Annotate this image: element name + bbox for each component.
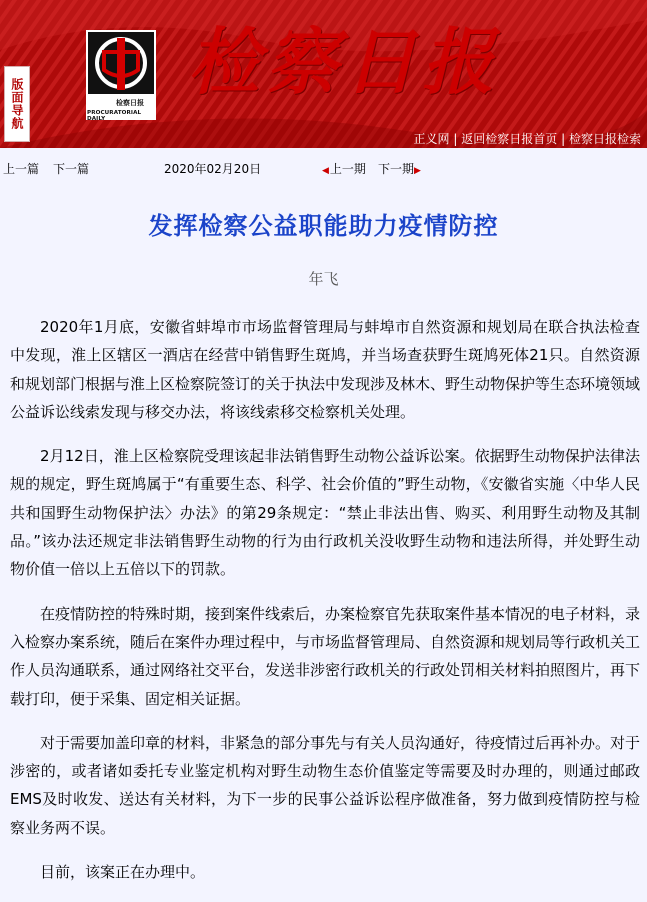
next-article-link[interactable]: 下一篇 xyxy=(53,162,90,176)
article-body xyxy=(10,313,640,902)
next-issue-link[interactable] xyxy=(378,160,422,177)
left-arrow-icon: ◀ xyxy=(322,166,329,176)
right-arrow-icon: ▶ xyxy=(414,166,421,176)
link-search[interactable]: 检察日报检索 xyxy=(568,132,641,146)
link-home[interactable]: 返回检察日报首页 xyxy=(461,132,558,146)
article-headline: 发挥检察公益职能助力疫情防控 xyxy=(148,212,499,240)
article-paragraph: 在疫情防控的特殊时期，接到案件线索后，办案检察官先获取案件基本情况的电子材料，录入检察办案系统，随后在案件办理过程中，与市场监督管理局、自然资源和规划局等行政机关工作人员沟通联系，通过网络社交平台，发送非涉密行政机关的行政处罚相关材料拍照图片，再下载打印，便于采集、固定相关证据。 xyxy=(10,604,641,708)
newspaper-title: 检察日报 xyxy=(188,19,501,104)
prev-article-link[interactable]: 上一篇 xyxy=(3,162,40,176)
link-zhengyi[interactable]: 正义网 xyxy=(413,132,450,146)
issue-date: 2020年02月20日 xyxy=(164,162,262,176)
layout-nav-tab[interactable] xyxy=(4,66,30,142)
logo-caption: 检察日报 xyxy=(116,99,144,107)
layout-nav-label: 版面导航 xyxy=(10,78,24,130)
link-separator: | xyxy=(561,132,566,146)
masthead xyxy=(0,0,647,148)
article-paragraph: 目前，该案正在办理中。 xyxy=(40,863,206,882)
article-paragraph: 对于需要加盖印章的材料，非紧急的部分事先与有关人员沟通好，待疫情过后再补办。对于涉密的，或者诸如委托专业鉴定机构对野生动物生态价值鉴定等需要及时办理的，则通过邮政EMS及时收发、送达有关材料，为下一步的民事公益诉讼程序做准备，努力做到疫情防控与检察业务两不误。 xyxy=(10,733,641,837)
prev-issue-label: 上一期 xyxy=(329,162,366,176)
link-separator: | xyxy=(453,132,458,146)
top-links xyxy=(414,130,641,147)
logo-subtitle: PROCURATORIAL DAILY xyxy=(87,110,142,122)
article-paragraph: 2月12日，淮上区检察院受理该起非法销售野生动物公益诉讼案。依据野生动物保护法律法规的规定，野生斑鸠属于“有重要生态、科学、社会价值的”野生动物，《安徽省实施〈中华人民共和国野生动物保护法〉办法》的第29条规定：“禁止非法出售、购买、利用野生动物及其制品。”该办法还规定非法销售野生动物的行为由行政机关没收野生动物和违法所得，并处野生动物价值一倍以上五倍以下的罚款。 xyxy=(10,447,640,579)
next-issue-label: 下一期 xyxy=(378,162,415,176)
prev-issue-link[interactable] xyxy=(322,160,366,177)
newspaper-logo xyxy=(86,30,156,120)
article-paragraph: 2020年1月底，安徽省蚌埠市市场监督管理局与蚌埠市自然资源和规划局在联合执法检查中发现，淮上区辖区一酒店在经营中销售野生斑鸠，并当场查获野生斑鸠死体21只。自然资源和规划部门根据与淮上区检察院签订的关于执法中发现涉及林木、野生动物保护等生态环境领域公益诉讼线索发现与移交办法，将该线索移交检察机关处理。 xyxy=(10,318,641,421)
issue-navigation xyxy=(0,152,647,182)
article-author: 年飞 xyxy=(308,270,339,288)
